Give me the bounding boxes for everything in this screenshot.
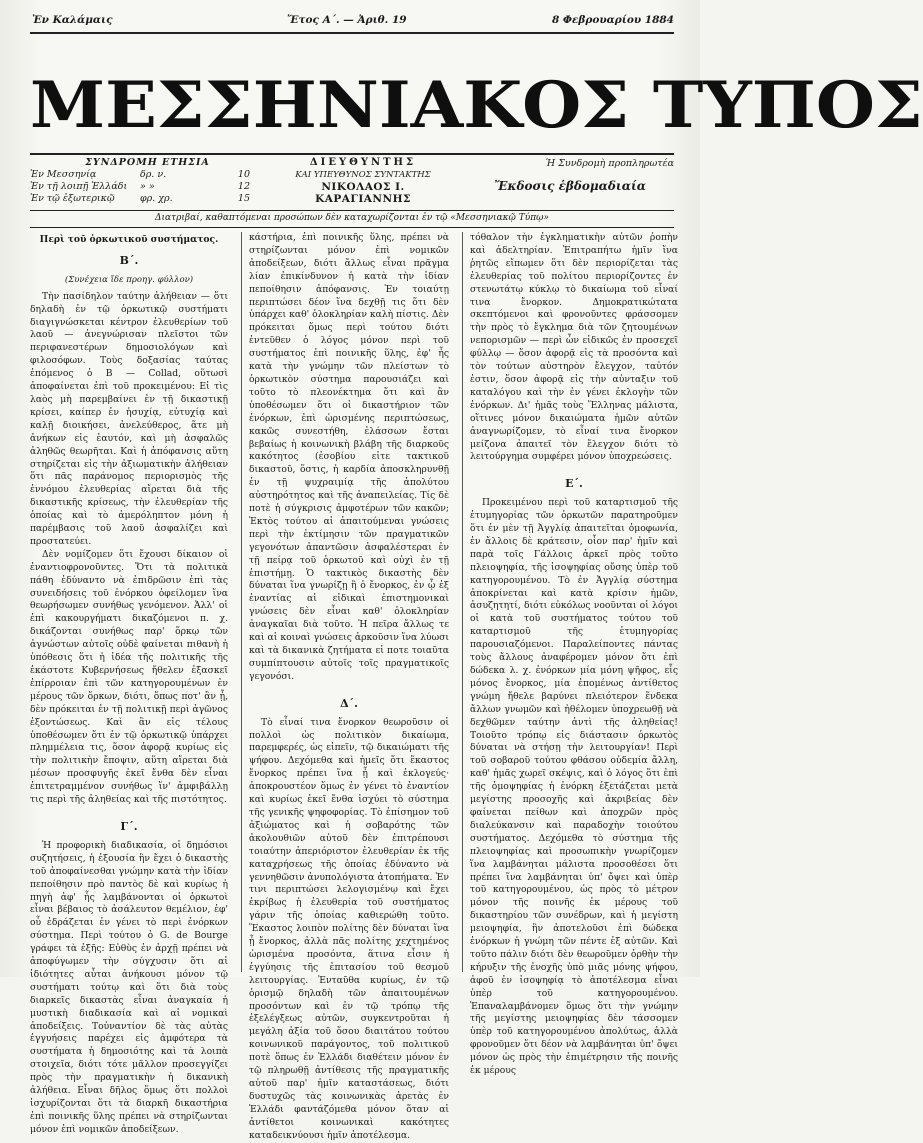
section-heading: Δ΄. [340,696,358,710]
paragraph: Προκειμένου περὶ τοῦ καταρτισμοῦ τῆς ἑτυμηγορίας τῶν ὁρκωτῶν παρατηροῦμεν ὅτι ἐν μὲν τῇ Ἀγγλίᾳ ἀπαιτεῖται ὁμοφωνία, ἐν ἄλλοις δὲ κράτεσιν, οἷον παρ' ἡμῖν καὶ παρὰ τοῖς Γάλλοις ἀρκεῖ πρὸς τοῦτο πλειοψηφία, τῆς ἰσοψηφίας οὔσης ὑπὲρ τοῦ κατηγορουμένου. Τὸ ἐν Ἀγγλίᾳ σύστημα ἀποκρίνεται καὶ κατὰ κρίσιν ἡμῶν, ἀσυζητητί, διότι εὐκόλως νοοῦνται οἱ λόγοι οἱ κατὰ τοῦ συστήματος τούτου τοῦ καταρτισμοῦ τῆς ἑτυμηγορίας παρουσιαζόμενοι. Παραλείποντες πάντας τοὺς ἄλλους ἀναφέρομεν μόνον ὅτι ἐπὶ δώδεκα λ. χ. ἐνόρκων μία μόνη ψῆφος, εἷς μόνος ἔνορκος, μία ἐπομένως ἀντίθετος γνώμη ἤθελε βαρύνει πλειότερον ἕνδεκα ἄλλων γνωμῶν καὶ ἠθέλομεν ὑποχρεωθῇ νὰ δεχθῶμεν ταύτην ἀντὶ τῆς ἀληθείας! Τοιοῦτο τρόπῳ εἰς διάστασιν ὁρκωτὸς δύναται νὰ στήσῃ τὴν λειτουργίαν! Περὶ τοῦ σοβαροῦ τούτου φθάσου οὐδεμία ἄλλη, καθ' ἡμᾶς χωρεῖ σκέψις, καὶ ὁ λόγος ὅτι ἐπὶ τῆς ὁμοψηφίας ἡ ἐνόρκη ἐξετάζεται μετὰ μεγίστης προσοχῆς καὶ ἀκριβείας δὲν φαίνεται πείθων καὶ ἀποχρῶν πρὸς διαλεύκανσιν καὶ παραδοχὴν τοιούτου συστήματος. Δεχόμεθα τὸ σύστημα τῆς πλειοψηφίας καὶ προσωπικὴν γνωρίζομεν ἵνα λαμβάνηται μάλιστα προσοθέσει ὅτι πρέπει ἵνα λαμβάνηται ὑπ' ὄψει καὶ ὑπὲρ τοῦ κατηγορουμένου, ὡς πρὸς τὸ μέτρον μόνον τῆς ποινῆς ἐκ μέρους τοῦ δικαστηρίου τῶν συνέδρων, καὶ ἡ μεγίστη μειοψηφία, ἣν ἀποτελοῦσι ἐπὶ δώδεκα ἐνόρκων ἡ γνώμη τῶν πέντε ἐξ αὐτῶν. Καὶ τοῦτο πάλιν διότι δὲν θεωροῦμεν ὀρθὴν τὴν κήρυξιν τῆς ἐνοχῆς ὑπὸ μιᾶς μόνης ψήφου, ἀφοῦ ἐν ἰσοψηφίᾳ τὸ ἀποτέλεσμα εἶναι ὑπὲρ τοῦ κατηγορουμένου. Ἐπαναλαμβάνομεν ὅμως ὅτι τὴν γνώμην τῆς μεγίστης μειοψηφίας δὲν τάσσομεν ὑπὲρ τοῦ κατηγορουμένου ἀπολύτως, ἀλλὰ φρονοῦμεν ὅτι δέον νὰ λαμβάνηται ὑπ' ὄψει μόνον ὡς πρὸς τὴν ἐπιμέτρησιν τῆς ποινῆς ἐκ μέρους [470,497,678,1077]
column-2 [249,232,449,1141]
subscription-where: Ἐν τῷ ἐξωτερικῷ [30,193,115,204]
section-heading: Ε΄. [565,477,583,491]
subhead [30,157,674,217]
paragraph: Τὴν πασίδηλον ταύτην ἀλήθειαν — ὅτι δηλαδὴ ἐν τῷ ὁρκωτικῷ συστήματι διαγιγνώσκεται κέντρον ἐλευθερίων τοῦ λαοῦ — ἀνεγνώρισαν πλεῖστοι τῶν περιφανεστέρων δημοσιολόγων καὶ φιλοσόφων. Τοὺς δοξασίας ταύτας ἐπόμενος ὁ B — Collad, οὕτωσὶ ἀποφαίνεται ἐπὶ τοῦ προκειμένου: Εἰ τὶς λαὸς μὴ παρεμβαίνει ἐν τῇ δικαστικῇ κρίσει, καίπερ ἐν ἡσυχίᾳ, εὐτυχίᾳ καὶ καλῇ διοικήσει, ἀνελεύθερος, ἅτε μὴ ἀνήκων εἰς ἑαυτόν, καὶ μὴ ἀσφαλῶς ἀληθῶς θεωρῆται. Καὶ ἡ ἀπόφανσις αὕτη στηρίζεται εἰς τὴν ἀξιωματικὴν ἀλήθειαν ὅτι πᾶς παράνομος περιορισμὸς τῆς ἐννόμου ἐλευθερίας αἴρεται διὰ τῆς δικαστικῆς κρίσεως, τὴν ἐλευθερίαν τῆς ὁποίας καὶ τὸ ἀμερόληπτον μόνη ἡ παρέμβασις τοῦ λαοῦ ἀσφαλίζει καὶ προστατεύει. [30,290,228,547]
subscription-box [30,157,265,205]
subscription-caption: ΣΥΝΔΡΟΜΗ ΕΤΗΣΙΑ [85,157,210,168]
subscription-amount: 15 [237,193,250,204]
paragraph: Δὲν νομίζομεν ὅτι ἔχουσι δίκαιον οἱ ἐναντιοφρονοῦντες. Ὅτι τὰ πολιτικὰ πάθη ἐδύναντο νὰ ἐπιδρῶσιν ἐπὶ τὰς συνειδήσεις τοῦ ἐνόρκου ὀφείλομεν ἵνα θεωρήσωμεν συνήθως γενόμενον. Ἀλλ' οἱ ἐπὶ κακουργήματι δικαζόμενοι π. χ. δικάζονται συνήθως παρ' ὅρκῳ τῶν ἀγνώστων αὐτοῖς οὐδὲ φαίνεται πιθανὴ ἡ ὑπόθεσις ὅτι ἡ ἰδέα τῆς πολιτικῆς τῆς ἑκάστοτε Κυβερνήσεως ἤθελεν ἐξασκεῖ ἐπίρροιαν ἐπὶ τῶν κατηγορουμένων ἐν μέρους τῶν ὅρκων, διότι, ὅπως ποτ' ἂν ᾖ, δὲν πρόκειται ἐν τῇ πολιτικῇ περὶ ἀγῶνος ἐξοντώσεως. Καὶ ἂν εἰς τέλους ὑποθέσωμεν ὅτι ἐν τῷ ὁρκωτικῷ ὑπάρχει πλημμέλεια τις, ὅσον ἀφορᾷ κυρίως εἰς τὴν πολιτικὴν ἔποψιν, αὕτη αἴρεται διὰ μέσων προσφυγῆς ἐκεῖ ἔνθα δὲν εἶναι ἐπιτετραμμένον συνήθως ἵν' ἀμφιβάλλῃ τις περὶ τῆς ἀληθείας καὶ τῆς πιστότητος. [30,548,228,806]
notice-prepay: Ἡ Συνδρομὴ προπληρωτέα [545,158,674,169]
notice-box [449,157,674,193]
top-rule [30,32,674,34]
subscription-amount: 10 [237,169,250,180]
section-heading: Β΄. [119,253,139,267]
masthead [30,60,923,152]
issue-date: 8 Φεβρουαρίου 1884 [551,14,674,26]
article-columns [30,232,680,1141]
section-heading: Γ΄. [120,819,138,833]
paragraph: Ἡ προφορικὴ διαδικασία, οἱ δημόσιοι συζητήσεις, ἡ ἐξουσία ἣν ἔχει ὁ δικαστὴς τοῦ ἀποφαίνεσθαι γνώμην κατὰ τὴν ἰδίαν πεποίθησιν πρὸ παντὸς δὲ καὶ κυρίως ἡ πηγὴ ἀφ' ἧς λαμβάνονται οἱ ὁρκωτοὶ εἶναι βέβαιος τὸ ἀσάλευτον θεμέλιον, ἐφ' οὗ ἐδράζεται ἐν γένει τὸ περὶ ἐνόρκων σύστημα. Περὶ τούτου ὁ G. de Bourge γράφει τὰ ἑξῆς: Εὐθὺς ἐν ἀρχῇ πρέπει νὰ ἀποφύγωμεν τὴν σύγχυσιν ὅτι αἱ ἰδιότητες αὗται ἀνήκουσι μόνον τῷ συστήματι τούτῳ καὶ ὅτι διὰ τοὺς διαρκεῖς δικαστὰς εἶναι ἀναγκαία ἡ μυστικὴ διαδικασία καὶ αἱ νομικαὶ ἀποδείξεις. Τοὐναντίον δὲ τὰς αὐτὰς ἐγγυήσεις παρέχει εἰς ἀμφότερα τὰ συστήματα ἡ δημοσιότης καὶ τὰ λοιπὰ στοιχεῖα, διότι τότε μᾶλλον προσεγγίζει πρὸς τὴν πραγματικὴν ἡ δικανικὴ ἀλήθεια. Εἶναι δῆλος ὅμως ὅτι πολλοὶ ἰσχυρίζονται ὅτι τὰ διαρκῆ δικαστήρια ἐπὶ ποινικῆς ὕλης πρέπει νὰ στηρίζωνται μόνον ἐπὶ νομικῶν ἀποδείξεων. [30,839,228,1135]
subscription-unit: φρ. χρ. [140,193,173,204]
paragraph: κάστήρια, ἐπὶ ποινικῆς ὕλης, πρέπει νὰ στηρίζωνται μόνον ἐπὶ νομικῶν ἀποδείξεων, διότι ἄλλως εἶναι πρᾶγμα λίαν ἐπικίνδυνον ἡ κατὰ τὴν ἰδίαν πεποίθησιν ἀπόφανσις. Ἐν τοιαύτῃ περιπτώσει δέον ἵνα δεχθῇ τις ὅτι δὲν ὑπάρχει καθ' ὁλοκληρίαν καλὴ πίστις. Δὲν πρόκειται ὅμως περὶ τούτου διότι ἐντεῦθεν ὁ λόγος μόνον περὶ τοῦ συστήματος ἐπὶ ποινικῆς ὕλης, ἐφ' ἧς κατὰ τὴν γνώμην τῶν πλείστων τὸ ὁρκωτικὸν σύστημα παρουσιάζει καὶ τοῦτο τὸ πλεονέκτημα ὅτι καὶ ἂν ὑποθέσωμεν ὅτι οἱ δικαστήριον τῶν ἐνόρκων, ἐπὶ ὡρισμένης περιπτώσεως, κακῶς συνεστήθη, ἐλάσσων ἔσται βεβαίως ἡ κοινωνικὴ βλάβη τῆς διαρκοῦς κακότητος (ἐσοβίου εἰτε τακτικοῦ δικαστοῦ, ὅστις, ἡ καρδία ἀποσκληρυνθῇ ἐν τῇ ψυχραιμίᾳ τῆς ἀπολύτου αὐστηρότητος καὶ τῆς ἀναπειλείας. Τίς δὲ ποτὲ ἡ σύγκρισις ἀμφοτέρων τῶν κακῶν; Ἐκτὸς τούτου αἱ ἀπαιτούμεναι γνώσεις περὶ τὴν ἐκτίμησιν τῶν πραγματικῶν γεγονότων ἀπαντῶσιν ἀσφαλέστεραι ἐν τῇ πείρᾳ τοῦ ὁρκωτοῦ καὶ οὐχὶ ἐν τῇ ἐπιστήμῃ. Ὁ τακτικὸς δικαστὴς δὲν δύναται ἵνα γνωρίζῃ ἢ ὁ ἔνορκος, ἐν ᾧ ἐξ ἐναντίας αἱ εἰδικαὶ ἐπιστημονικαὶ γνώσεις δὲν εἶναι καθ' ὁλοκληρίαν ἀναγκαῖαι διὰ τοῦτο. Ἡ πεῖρα ἄλλως τε καὶ αἱ κοιναὶ γνώσεις ἀρκοῦσιν ἵνα λύωσι καὶ τὰ δικανικὰ ζητήματα εἰ ποτε τοιαῦτα συμπίπτουσιν αὐτοῖς τοῖς πραγματικοῖς γεγονόσι. [249,232,449,682]
director-name: ΝΙΚΟΛΑΟΣ Ι. ΚΑΡΑΓΙΑΝΝΗΣ [315,181,411,205]
director-role: ΚΑΙ ΥΠΕΥΘΥΝΟΣ ΣΥΝΤΑΚΤΗΣ [295,170,431,180]
subscription-unit: » » [140,181,155,192]
issue-year-number: Ἔτος Α΄. — Ἀριθ. 19 [287,14,407,26]
director-box [278,157,448,205]
subscription-row [30,181,265,193]
masthead-rule [30,153,674,155]
notice-weekly: Ἔκδοσις ἑβδομαδιαία [494,179,646,193]
subscription-row [30,193,265,205]
subscription-amount: 12 [237,181,250,192]
paragraph: τόθαλον τὴν ἐγκληματικὴν αὐτῶν ῥοπὴν καὶ ἀδελτηρίαν. Ἐπιτραπήτω ἡμῖν ἵνα ῥητῶς εἴπωμεν ὅτι δὲν περιορίζεται τὰς ἐλευθερίας τοῦ πολίτου περιορίζοντες ἐν στενωτάτῳ κύκλῳ τὸ δικαίωμα τοῦ εἶναί τινα ἔνορκον. Δημοκρατικώτατα σκεπτόμενοι καὶ φρονοῦντες φράσσομεν τὴν πρὸς τὸ ἔγκλημα διὰ τῶν ζητουμένων νεπορισμῶν — περὶ ὧν εἰδικῶς ἐν προσεχεῖ φύλλῳ — ὅσον ἀφορᾷ εἰς τὰ προσόντα καὶ τὸν τούτων αὐστηρὸν ἔλεγχον, ταὐτόν ἐστιν, ὅσον ἀφορᾷ εἰς τὴν αὐνταξιν τοῦ καταλόγου καὶ τὴν ἐν γένει ἐκλογὴν τῶν ἐνόρκων. Δι' ἡμᾶς τοὺς Ἕλληνας μάλιστα, οἵτινες μόνον δικαιώματα ἡμῶν αὐτῶν ἀναγνωρίζομεν, τὸ εἶναί τινα ἔνορκον μείζονα ἀπαιτεῖ τὸν ἔλεγχον διότι τὸ λειτούργημα συμφέρει μόνον ὑποχρεώσεις. [470,232,678,463]
subscription-where: Ἐν Μεσσηνίᾳ [30,169,97,180]
column-1 [30,232,228,1135]
director-label: ΔΙΕΥΘΥΝΤΗΣ [309,157,417,168]
paragraph: Τὸ εἶναί τινα ἔνορκον θεωροῦσιν οἱ πολλοὶ ὡς πολιτικὸν δικαίωμα, παρεμφερές, ὡς εἰπεῖν, τῷ δικαιώματι τῆς ψήφου. Δεχόμεθα καὶ ἡμεῖς ὅτι ἕκαστος ἔνορκος πρέπει ἵνα ᾖ καὶ ἐκλογεύς· ἀποκρουστέον ὅμως ἐν γένει τὸ ἐναντίον καὶ κυρίως ἐκεῖ ἔνθα ἰσχύει τὸ σύστημα τῆς γενικῆς ψηφοφορίας. Τὸ ἐπίσημον τοῦ ἀξιώματος καὶ ἡ σοβαρότης τῶν ἀκολουθιῶν αὐτοῦ δὲν ἐπιτρέπουσι τοιαύτην ἀπεριόριστον ἐλευθερίαν ἐκ τῆς καταχρήσεως τῆς ὁποίας ἐδύναντο νὰ γεννηθῶσιν ἀνυπολόγιστα ἀτοπήματα. Ἐν τινι περιπτώσει λελογισμένῳ καὶ ἔχει ἐκρίβως ἡ ἐλευθερία τοῦ συστήματος γάριν τῆς ὁποίας καθιερώθη τοῦτο. Ἕκαστος λοιπὸν πολίτης δὲν δύναται ἵνα ᾖ ἔνορκος, ἀλλὰ πᾶς πολίτης χεχτημένος ὡρισμένα προσόντα, ἅτινα εἶσιν ἡ ἐγγύησις τῆς ἐπιτασίου τοῦ θεσμοῦ λειτουργίας. Ἐνταῦθα κυρίως, ἐν τῷ ὁρισμῷ δηλαδὴ τῶν ἀπαιτουμένων προσόντων καὶ ἐν τῷ τρόπῳ τῆς ἐξελέγξεως αὐτῶν, συγκεντροῦται ἡ μεγάλη ἀξία τοῦ ὅσου διαιτάτου τούτου κοινωνικοῦ παράγοντος, τοῦ πολιτικοῦ ποτὲ ὅπως ἐν Ἑλλάδι διαθέτειν μόνον ἐν τῷ πληρωθῇ ἀντίθεσις τῆς πραγματικῆς αὐτοῦ παρ' ἡμῖν καταστάσεως, διότι δυστυχῶς τὰς κοινωνικὰς ἀρετὰς ἐν Ἑλλάδι φαντάζόμεθα μόνον ὅταν αἱ ἀντίθετοι κοινωνικαὶ κακότητες καταδεικνύουσι ἡμῖν ἀποτέλεσμα. [249,716,449,1141]
continued-note: (Συνέχεια ἴδε προηγ. φύλλον) [64,274,194,285]
subscription-row [30,169,265,181]
issue-line [32,14,674,30]
editorial-motto: Διατριβαί, καθαπτόμεναι προσώπων δὲν καταχωρίζονται ἐν τῷ «Μεσσηνιακῷ Τύπῳ» [155,213,549,223]
issue-place: Ἐν Καλάμαις [32,14,113,26]
subhead-rule [30,210,674,211]
newspaper-title: ΜΕΣΣΗΝΙΑΚΟΣ ΤΥΠΟΣ [30,68,923,143]
motto-rule [30,227,674,228]
column-3 [470,232,678,1077]
subscription-where: Ἐν τῇ λοιπῇ Ἑλλάδι [30,181,128,192]
subscription-unit: δρ. ν. [140,169,167,180]
article-title: Περὶ τοῦ ὁρκωτικοῦ συστήματος. [39,234,219,245]
